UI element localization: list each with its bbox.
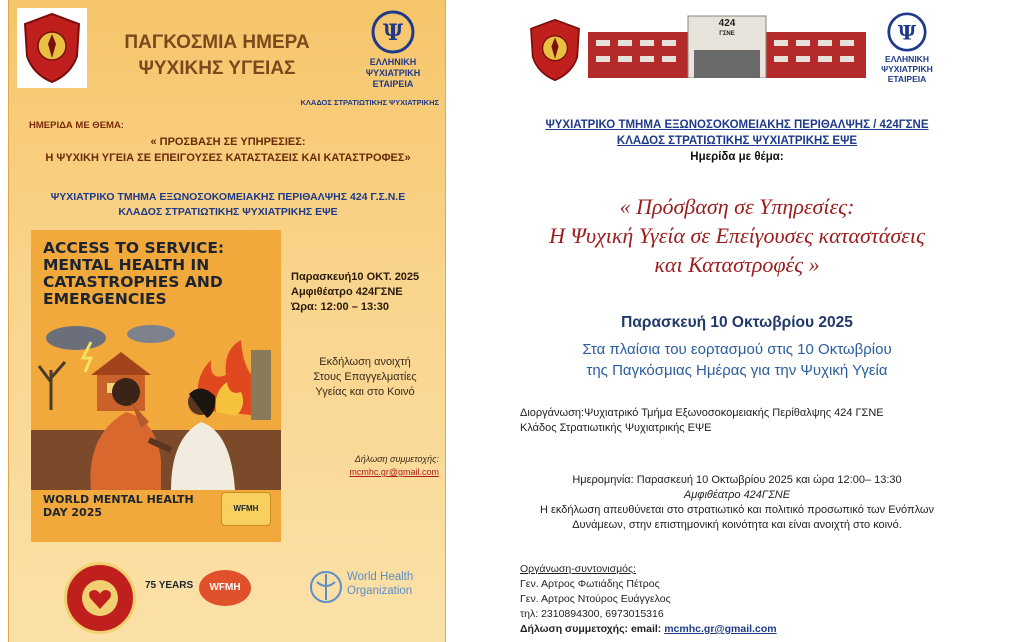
poster-title-line: ΨΥΧΙΚΗΣ ΥΓΕΙΑΣ (138, 58, 296, 79)
poster-dept-line: ΚΛΑΔΟΣ ΣΤΡΑΤΙΩΤΙΚΗΣ ΨΥΧΙΑΤΡΙΚΗΣ ΕΨΕ (118, 206, 338, 218)
building-sign-number: 424 (718, 18, 736, 29)
eps-name-line: ΨΥΧΙΑΤΡΙΚΗ (881, 64, 933, 74)
poster-title-line: ΠΑΓΚΟΣΜΙΑ ΗΜΕΡΑ (124, 32, 310, 53)
eps-name-line: ΕΛΛΗΝΙΚΗ (369, 57, 417, 67)
who-line: World Health (347, 571, 414, 583)
celebration-note (450, 339, 1024, 381)
header-line: ΚΛΑΔΟΣ ΣΤΡΑΤΙΩΤΙΚΗΣ ΨΥΧΙΑΤΡΙΚΗΣ ΕΨΕ (616, 135, 858, 147)
eps-name-line: ΕΛΛΗΝΙΚΗ (885, 54, 929, 64)
artwork-footer: WORLD MENTAL HEALTH DAY 2025 (43, 493, 194, 519)
coord-person: Γεν. Αρτρος Ντούρος Ευάγγελος (520, 593, 671, 605)
title-line: Η Ψυχική Υγεία σε Επείγουσες καταστάσεις (549, 223, 925, 248)
poster-branch: ΚΛΑΔΟΣ ΣΤΡΑΤΙΩΤΙΚΗΣ ΨΥΧΙΑΤΡΙΚΗΣ (300, 98, 439, 107)
event-date: Παρασκευή 10 Οκτωβρίου 2025 (621, 314, 853, 331)
artwork-wfmh-badge: WFMH (221, 492, 271, 526)
shield-emblem-icon (526, 18, 584, 82)
rsvp-email-link[interactable]: mcmhc.gr@gmail.com (664, 623, 777, 635)
event-info (450, 473, 1024, 533)
announcement-title (450, 192, 1024, 279)
poster-open-note (291, 355, 439, 400)
celebration-line: Στα πλαίσια του εορτασμού στις 10 Οκτωβρίου (582, 341, 892, 358)
rsvp-label: Δήλωση συμμετοχής: email: (520, 623, 662, 635)
poster-event-details (291, 270, 441, 315)
poster-date: Παρασκευή10 ΟΚΤ. 2025 (291, 271, 420, 283)
poster-open-line: Υγείας και στο Κοινό (315, 386, 415, 398)
military-emblem (526, 18, 584, 82)
eps-name-line: ΕΤΑΙΡΕΙΑ (372, 79, 414, 89)
svg-text:Ψ: Ψ (382, 20, 404, 46)
poster-rsvp-email[interactable]: mcmhc.gr@gmail.com (349, 467, 439, 477)
announcement (450, 0, 1024, 642)
wfmh-years: 75 YEARS (145, 580, 194, 591)
venue-line: Αμφιθέατρο 424ΓΣΝΕ (683, 489, 791, 501)
who-emblem-icon (309, 570, 343, 604)
wfmh-logo: WFMH (199, 570, 251, 606)
poster-open-line: Στους Επαγγελματίες (313, 371, 417, 383)
poster-theme-label: ΗΜΕΡΙΔΑ ΜΕ ΘΕΜΑ: (29, 120, 124, 131)
poster-open-line: Εκδήλωση ανοιχτή (319, 356, 411, 368)
military-emblem (17, 8, 87, 88)
artwork-title: ACCESS TO SERVICE: MENTAL HEALTH IN CATASTROPHES AND EMERGENCIES (43, 239, 225, 308)
audience-line: Δυνάμεων, στην επιστημονική κοινότητα και είναι ανοιχτή στο κοινό. (572, 519, 902, 531)
phone-line: τηλ: 2310894300, 6973015316 (520, 608, 664, 620)
eps-logo (351, 10, 435, 90)
poster-theme-line: « ΠΡΟΣΒΑΣΗ ΣΕ ΥΠΗΡΕΣΙΕΣ: (150, 136, 306, 148)
coordination (520, 562, 1010, 637)
coord-label: Οργάνωση-συντονισμός: (520, 563, 636, 575)
eps-emblem-icon (887, 12, 927, 52)
eps-logo (872, 12, 942, 84)
poster-department (23, 190, 433, 220)
title-line: και Καταστροφές » (654, 252, 820, 277)
poster-venue: Αμφιθέατρο 424ΓΣΝΕ (291, 286, 403, 298)
organizer-line: Κλάδος Στρατιωτικής Ψυχιατρικής ΕΨΕ (520, 422, 712, 434)
poster-dept-line: ΨΥΧΙΑΤΡΙΚΟ ΤΜΗΜΑ ΕΞΩΝΟΣΟΚΟΜΕΙΑΚΗΣ ΠΕΡΙΘΑΛΨΗΣ 424 Γ.Σ.Ν.Ε (50, 191, 406, 203)
title-line: « Πρόσβαση σε Υπηρεσίες: (619, 194, 855, 219)
poster-title (97, 30, 337, 82)
poster-theme (23, 134, 433, 166)
announcement-header (450, 117, 1024, 165)
organizer-line: Διοργάνωση:Ψυχιατρικό Τμήμα Εξωνοσοκομειακής Περίθαλψης 424 ΓΣΝΕ (520, 407, 884, 419)
header-line: ΨΥΧΙΑΤΡΙΚΟ ΤΜΗΜΑ ΕΞΩΝΟΣΟΚΟΜΕΙΑΚΗΣ ΠΕΡΙΘΑΛΨΗΣ / 424ΓΣΝΕ (545, 119, 929, 131)
eps-name-line: ΕΤΑΙΡΕΙΑ (887, 74, 927, 84)
wmhd-badge (64, 562, 136, 634)
poster-time: Ώρα: 12:00 – 13:30 (291, 301, 390, 313)
poster-artwork (31, 230, 281, 542)
globe-heart-icon (67, 565, 133, 631)
eps-name-line: ΨΥΧΙΑΤΡΙΚΗ (365, 68, 421, 78)
poster-rsvp-label: Δήλωση συμμετοχής: (354, 454, 439, 464)
building-sign (708, 18, 746, 40)
artwork-illustration (31, 320, 281, 490)
organizer (520, 406, 1010, 436)
poster (8, 0, 446, 642)
audience-line: Η εκδήλωση απευθύνεται στο στρατιωτικό και πολιτικό προσωπικό των Ενόπλων (539, 504, 935, 516)
who-line: Organization (347, 585, 413, 597)
poster-theme-line: Η ΨΥΧΙΚΗ ΥΓΕΙΑ ΣΕ ΕΠΕΙΓΟΥΣΕΣ ΚΑΤΑΣΤΑΣΕΙΣ ΚΑΙ ΚΑΤΑΣΤΡΟΦΕΣ» (45, 152, 411, 164)
building-sign-sub: ΓΣΝΕ (719, 31, 735, 37)
when-line: Ημερομηνία: Παρασκευή 10 Οκτωβρίου 2025 και ώρα 12:00– 13:30 (572, 474, 902, 486)
eps-emblem-icon (371, 10, 415, 54)
celebration-line: της Παγκόσμιας Ημέρας για την Ψυχική Υγεία (586, 362, 888, 379)
coord-person: Γεν. Αρτρος Φωτιάδης Πέτρος (520, 578, 660, 590)
subject-label: Ημερίδα με θέμα: (690, 151, 784, 163)
poster-rsvp (291, 453, 439, 479)
svg-text:Ψ: Ψ (897, 20, 917, 45)
